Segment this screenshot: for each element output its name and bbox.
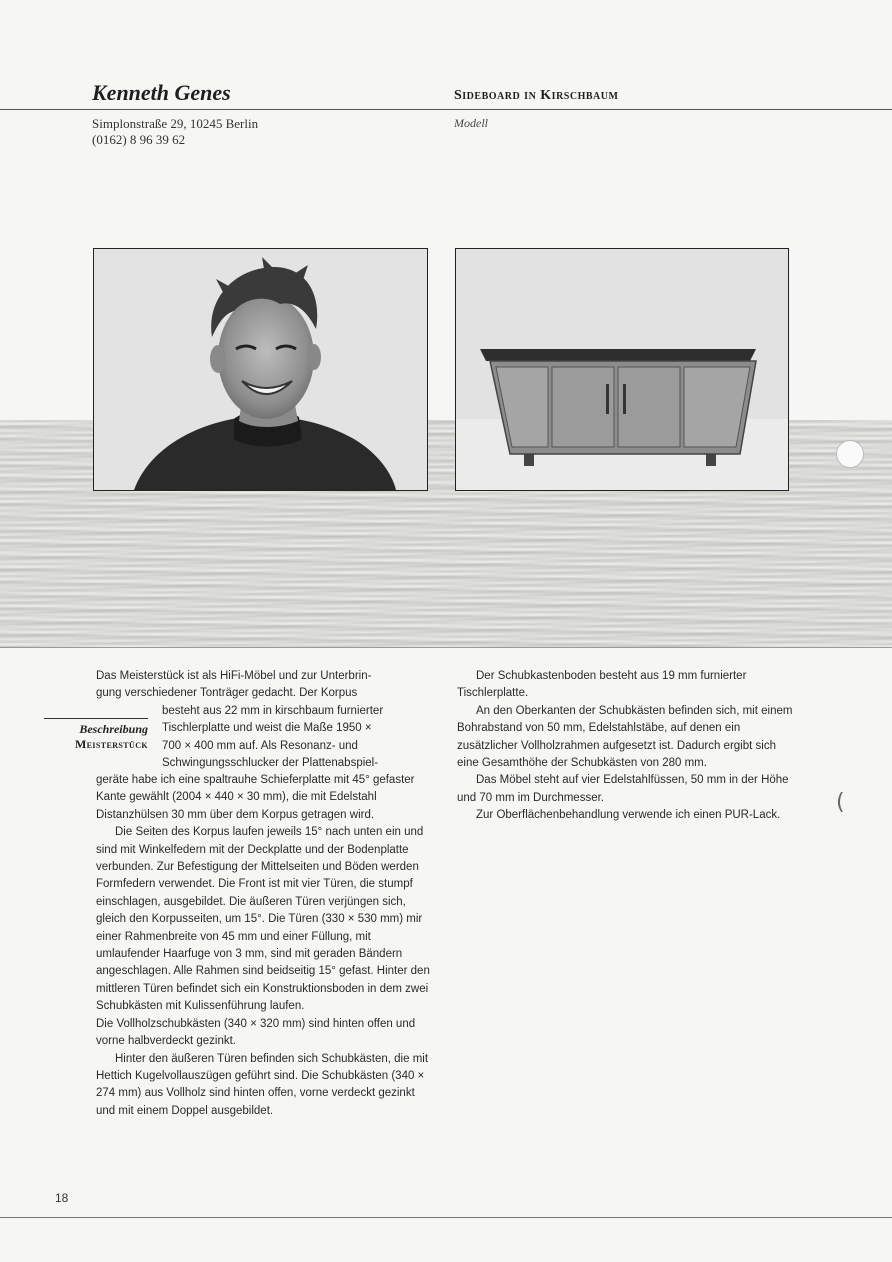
text-line: 700 × 400 mm auf. Als Resonanz- und xyxy=(162,739,358,752)
paragraph: Zur Oberflächenbehandlung verwende ich einen PUR-Lack. xyxy=(476,809,781,822)
sideboard-photo xyxy=(455,248,789,491)
text-line: gung verschiedener Tonträger gedacht. Der Korpus xyxy=(96,687,358,700)
binder-hole xyxy=(836,440,864,468)
section-label-description: Beschreibung xyxy=(79,722,148,736)
project-title: Sideboard in Kirschbaum xyxy=(454,88,619,103)
designer-portrait-photo xyxy=(93,248,428,491)
sidebar-rule xyxy=(44,718,148,719)
text-line: Das Meisterstück ist als HiFi-Möbel und zur Unterbrin- xyxy=(96,670,372,682)
designer-name: Kenneth Genes xyxy=(92,80,231,105)
phone-number: (0162) 8 96 39 62 xyxy=(92,132,186,147)
designer-contact xyxy=(92,116,258,148)
left-column-indented xyxy=(162,703,432,773)
paragraph: geräte habe ich eine spaltrauhe Schieferplatte mit 45° gefaster Kante gewählt (2004 × 440 × 30 mm), die mit Edelstahl Distanzhülsen 30 mm über dem Korpus getragen wird. xyxy=(96,774,415,821)
paragraph: Die Seiten des Korpus laufen jeweils 15° nach unten ein und sind mit Winkelfedern mit der Deckplatte und der Bodenplatte verbunden. Zur Befestigung der Mittelseiten und Böden werden Formfedern verwendet. Die Front ist mit vier Türen, die stumpf einschlagen, ausgebildet. Die äußeren Türen verjüngen sich, gleich den Korpusseiten, um 15°. Die Türen (330 × 530 mm) mir einer Rahmenbreite von 45 mm und einer Füllung, mit umlaufender Haarfuge von 3 mm, sind mit geraden Bändern angeschlagen. Alle Rahmen sind beidseitig 15° gefast. Hinter den mittleren Türen befindet sich ein Konstruktionsboden in dem zwei Schubkästen mit Kulissenführung laufen. xyxy=(96,826,430,1013)
paragraph: Hinter den äußeren Türen befinden sich Schubkästen, die mit Hettich Kugelvollauszügen geführt sind. Die Schubkästen (340 × 274 mm) aus Vollholz sind hinten offen, vorne verdeckt gezinkt und mit einem Doppel ausgebildet. xyxy=(96,1052,429,1117)
portrait-illustration xyxy=(94,249,427,490)
section-label xyxy=(44,722,148,752)
paragraph: Das Möbel steht auf vier Edelstahlfüssen, 50 mm in der Höhe und 70 mm im Durchmesser. xyxy=(457,774,789,804)
address-line: Simplonstraße 29, 10245 Berlin xyxy=(92,116,259,131)
paragraph: Die Vollholzschubkästen (340 × 320 mm) sind hinten offen und vorne halbverdeckt gezinkt. xyxy=(96,1017,416,1048)
left-column-intro xyxy=(96,668,431,703)
text-line: Schwingungsschlucker der Plattenabspiel- xyxy=(162,757,379,770)
page-number: 18 xyxy=(55,1191,69,1205)
right-column-body xyxy=(457,668,795,825)
text-line: Tischlerplatte und weist die Maße 1950 × xyxy=(162,722,372,735)
paragraph: Der Schubkastenboden besteht aus 19 mm furnierter Tischlerplatte. xyxy=(457,670,747,700)
footer-rule xyxy=(0,1217,892,1218)
sideboard-illustration xyxy=(456,249,788,490)
section-label-masterpiece: Meisterstück xyxy=(74,737,148,751)
left-column-body xyxy=(96,772,434,1120)
text-line: besteht aus 22 mm in kirschbaum furnierter xyxy=(162,705,384,717)
project-subtitle: Modell xyxy=(454,116,488,130)
paragraph: An den Oberkanten der Schubkästen befinden sich, mit einem Bohrabstand von 50 mm, Edelstahlstäbe, auf denen ein zusätzlicher Vollholzrahmen aufgesetzt ist. Dadurch ergibt sich eine Gesamthöhe der Schubkästen von 280 mm. xyxy=(457,704,793,770)
header-rule xyxy=(0,109,892,110)
binder-hole-mark: ( xyxy=(836,790,845,815)
